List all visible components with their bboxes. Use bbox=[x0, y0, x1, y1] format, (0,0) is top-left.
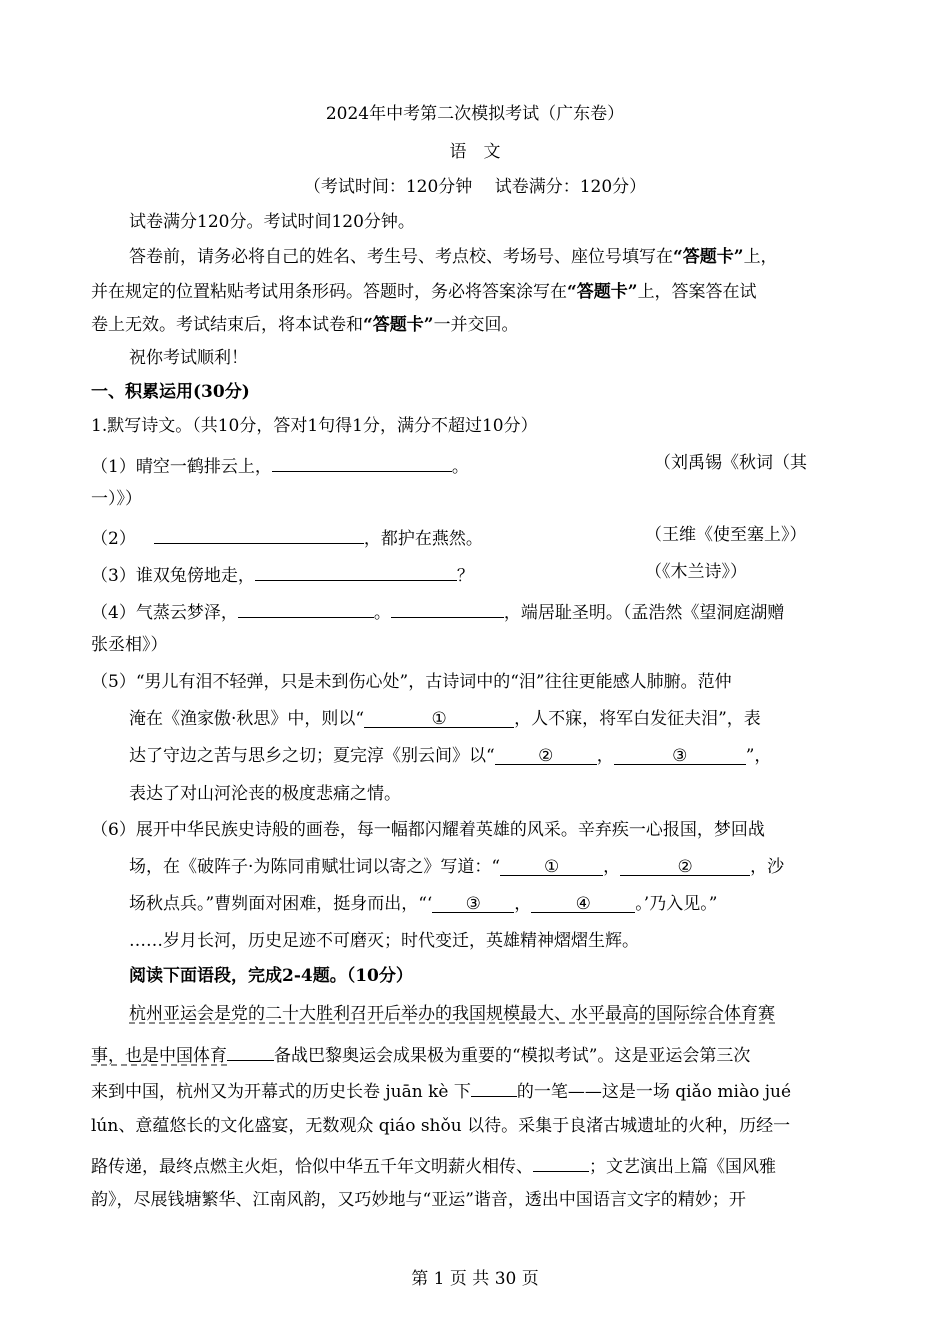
question-text: 场，在《破阵子·为陈同甫赋壮词以寄之》写道：“ bbox=[129, 857, 501, 877]
instruction-text: 答卷前，请务必将自己的姓名、考生号、考点校、考场号、座位号填写在 bbox=[129, 247, 673, 267]
question-text: ，端居耻圣明。（孟浩然《望洞庭湖赠 bbox=[503, 603, 785, 623]
answer-blank[interactable] bbox=[227, 1041, 274, 1061]
source-note: 张丞相》） bbox=[91, 635, 168, 655]
answer-blank[interactable]: ③ bbox=[432, 893, 514, 913]
answer-blank[interactable]: ① bbox=[364, 708, 514, 728]
instruction-line-4 bbox=[91, 314, 519, 336]
question-1-6: （6）展开中华民族史诗般的画卷，每一幅都闪耀着英雄的风采。辛弃疾一心报国，梦回战 bbox=[91, 820, 765, 840]
question-1-4 bbox=[91, 598, 784, 624]
question-text: 。 bbox=[451, 457, 469, 477]
answer-blank[interactable] bbox=[255, 561, 457, 581]
question-text: ？ bbox=[456, 566, 474, 586]
question-1-5-line-4: 表达了对山河沦丧的极度悲痛之情。 bbox=[129, 784, 401, 804]
question-text: （2） bbox=[91, 529, 136, 549]
question-1-6-line-2 bbox=[129, 856, 784, 878]
reading-text: 来到中国，杭州又为开幕式的历史长卷 juān kè 下 bbox=[91, 1082, 471, 1102]
reading-line-5 bbox=[91, 1152, 776, 1178]
source-note: （《木兰诗》） bbox=[645, 562, 747, 582]
answer-blank[interactable] bbox=[238, 598, 374, 618]
question-1-1 bbox=[91, 452, 469, 478]
instruction-line-2 bbox=[129, 246, 778, 268]
wish-text: 祝你考试顺利！ bbox=[129, 348, 248, 368]
answer-blank[interactable] bbox=[533, 1152, 589, 1172]
exam-info: （考试时间：120分钟 试卷满分：120分） bbox=[303, 177, 647, 197]
question-1-2 bbox=[91, 524, 483, 550]
source-note: （王维《使至塞上》） bbox=[645, 525, 807, 545]
answer-card-label: “答题卡” bbox=[567, 282, 638, 302]
question-text: ，都护在燕然。 bbox=[363, 529, 483, 549]
answer-card-label: “答题卡” bbox=[363, 315, 434, 335]
question-text: 。’乃入见。” bbox=[635, 894, 718, 914]
question-text: （3）谁双兔傍地走， bbox=[91, 566, 255, 586]
subject-title: 语 文 bbox=[449, 142, 501, 162]
reading-text: 事，也是中国体育 bbox=[91, 1046, 227, 1066]
reading-heading: 阅读下面语段，完成2-4题。（10分） bbox=[129, 966, 413, 986]
answer-blank[interactable]: ② bbox=[620, 856, 750, 876]
question-text: ，人不寐，将军白发征夫泪”，表 bbox=[514, 709, 761, 729]
answer-blank[interactable] bbox=[391, 598, 504, 618]
question-text: ”， bbox=[745, 746, 772, 766]
instruction-text: 并在规定的位置粘贴考试用条形码。答题时，务必将答案涂写在 bbox=[91, 282, 567, 302]
reading-line-3 bbox=[91, 1077, 791, 1103]
instruction-line-3 bbox=[91, 281, 757, 303]
question-text: 淹在《渔家傲·秋思》中，则以“ bbox=[129, 709, 365, 729]
instruction-text: 卷上无效。考试结束后，将本试卷和 bbox=[91, 315, 363, 335]
instruction-text: 一并交回。 bbox=[433, 315, 519, 335]
question-text: ， bbox=[514, 894, 532, 914]
instruction-text: 上，答案答在试 bbox=[637, 282, 757, 302]
question-text: （1）晴空一鹤排云上， bbox=[91, 457, 272, 477]
exam-title: 2024年中考第二次模拟考试（广东卷） bbox=[325, 104, 625, 124]
question-text: ， bbox=[596, 746, 614, 766]
answer-blank[interactable] bbox=[154, 524, 364, 544]
question-text: 。 bbox=[373, 603, 391, 623]
reading-line-1: 杭州亚运会是党的二十大胜利召开后举办的我国规模最大、水平最高的国际综合体育赛 bbox=[129, 1004, 775, 1024]
section-heading: 一、积累运用(30分) bbox=[91, 382, 250, 402]
reading-text: 路传递，最终点燃主火炬，恰似中华五千年文明薪火相传、 bbox=[91, 1157, 533, 1177]
question-text: 达了守边之苦与思乡之切；夏完淳《别云间》以“ bbox=[129, 746, 495, 766]
answer-blank[interactable]: ① bbox=[500, 856, 603, 876]
question-1-3 bbox=[91, 561, 474, 587]
source-note: （刘禹锡《秋词（其 bbox=[654, 453, 807, 473]
question-text: （4）气蒸云梦泽， bbox=[91, 603, 238, 623]
reading-text: ；文艺演出上篇《国风雅 bbox=[589, 1157, 776, 1177]
question-text: ，沙 bbox=[750, 857, 785, 877]
page-footer: 第 1 页 共 30 页 bbox=[411, 1269, 539, 1289]
reading-line-2 bbox=[91, 1041, 750, 1067]
question-text: ， bbox=[603, 857, 621, 877]
answer-blank[interactable] bbox=[272, 452, 452, 472]
instruction-line-1: 试卷满分120分。考试时间120分钟。 bbox=[129, 212, 415, 232]
question-1-6-line-3 bbox=[129, 893, 717, 915]
question-1-6-line-4: ……岁月长河，历史足迹不可磨灭；时代变迁，英雄精神熠熠生辉。 bbox=[129, 931, 639, 951]
answer-blank[interactable]: ④ bbox=[531, 893, 635, 913]
answer-blank[interactable]: ② bbox=[495, 745, 597, 765]
reading-text: 备战巴黎奥运会成果极为重要的“模拟考试”。这是亚运会第三次 bbox=[274, 1046, 751, 1066]
answer-card-label: “答题卡” bbox=[673, 247, 744, 267]
question-1-5-line-2 bbox=[129, 708, 761, 730]
reading-line-6: 韵》，尽展钱塘繁华、江南风韵，又巧妙地与“亚运”谐音，透出中国语言文字的精妙；开 bbox=[91, 1190, 746, 1210]
question-1: 1.默写诗文。（共10分，答对1句得1分，满分不超过10分） bbox=[91, 416, 538, 436]
answer-blank[interactable] bbox=[471, 1077, 517, 1097]
answer-blank[interactable]: ③ bbox=[614, 745, 746, 765]
question-1-5-line-3 bbox=[129, 745, 771, 767]
question-text: 场秋点兵。”曹刿面对困难，挺身而出，“‘ bbox=[129, 894, 433, 914]
question-1-5: （5）“男儿有泪不轻弹，只是未到伤心处”，古诗词中的“泪”往往更能感人肺腑。范仲 bbox=[91, 672, 732, 692]
reading-text: 的一笔——这是一场 qiǎo miào jué bbox=[516, 1082, 791, 1102]
source-note: 一）》） bbox=[91, 489, 142, 509]
reading-line-4: lún、意蕴悠长的文化盛宴，无数观众 qiáo shǒu 以待。采集于良渚古城遗址的火种，历经一 bbox=[91, 1116, 791, 1136]
instruction-text: 上， bbox=[743, 247, 778, 267]
